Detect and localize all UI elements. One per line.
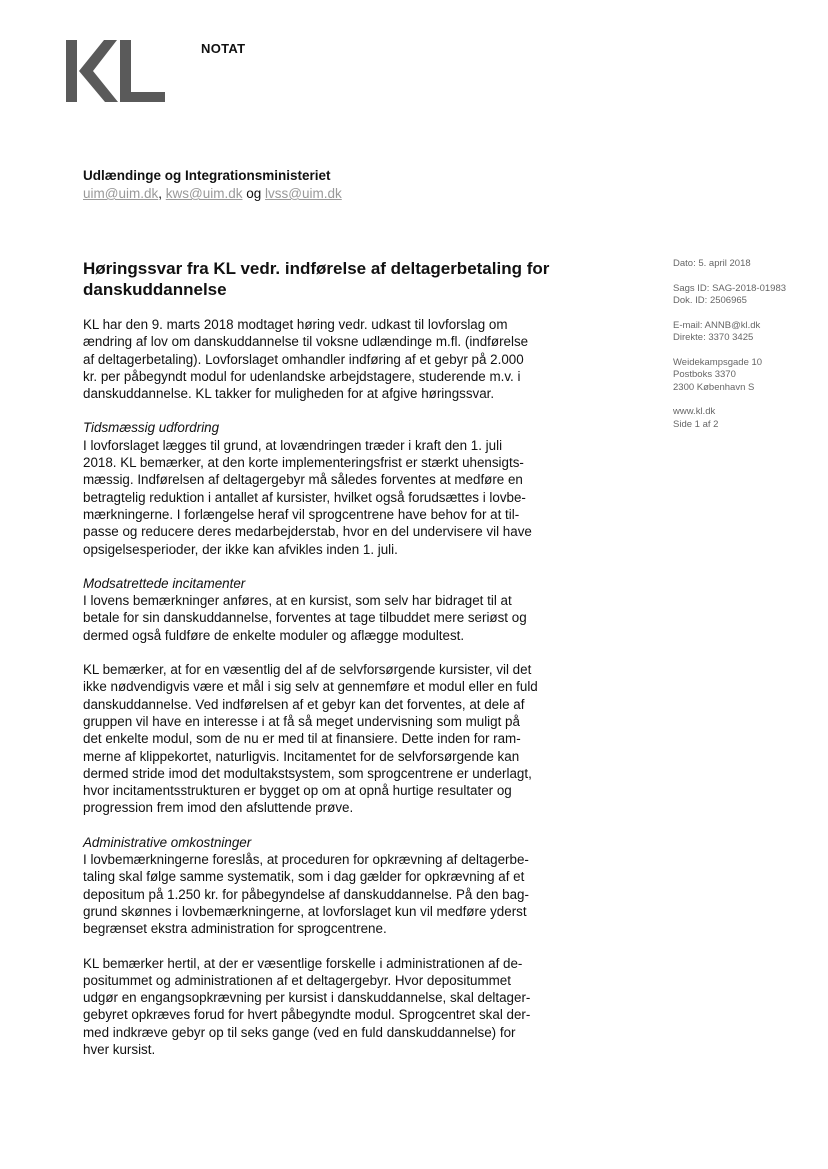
contact-email: E-mail: ANNB@kl.dk	[673, 319, 761, 331]
text-line: KL har den 9. marts 2018 modtaget høring vedr. udkast til lovforslag om	[83, 317, 508, 332]
text-line: det enkelte modul, som de nu er med til at finansiere. Dette inden for ram-	[83, 731, 521, 747]
text-line: hver kursist.	[83, 1041, 156, 1057]
text-line: mæssig. Indførelsen af deltagergebyr må således forventes at medføre en	[83, 472, 523, 488]
address-line: Postboks 3370	[673, 369, 736, 380]
text-line: af deltagerbetaling). Lovforslaget omhandler indføring af et gebyr på 2.000	[83, 351, 524, 367]
text-line: KL bemærker hertil, at der er væsentlige forskelle i administrationen af de-	[83, 955, 523, 971]
text-line: ændring af lov om danskuddannelse til voksne udlændinge m.fl. (indførelse	[83, 334, 529, 350]
email-link-uim[interactable]: uim@uim.dk	[83, 186, 159, 201]
text-line: merne af klippekortet, naturligvis. Incitamentet for de selvforsørgende kan	[83, 748, 520, 764]
address-block	[673, 357, 786, 395]
recipient-name: Udlændinge og Integrationsministeriet	[83, 168, 331, 183]
text-line: gebyret opkræves forud for hvert påbegyndte modul. Sprogcentret skal der-	[83, 1007, 531, 1023]
text-line: betale for sin danskuddannelse, forventes at tage tilbuddet mere seriøst og	[83, 610, 527, 626]
text-line: I lovens bemærkninger anføres, at en kursist, som selv har bidraget til at	[83, 593, 512, 609]
web-block	[673, 406, 786, 431]
title-line: for danskuddannelse	[83, 259, 550, 299]
text-line: I lovforslaget lægges til grund, at lovændringen træder i kraft den 1. juli	[83, 437, 503, 453]
metadata-sidebar	[673, 258, 786, 443]
text-line: KL bemærker, at for en væsentlig del af de selvforsørgende kursister, vil det	[83, 662, 532, 678]
intro-paragraph	[83, 316, 553, 402]
date-block	[673, 258, 786, 271]
letter-title	[83, 258, 573, 300]
document-date: Dato: 5. april 2018	[673, 258, 751, 269]
text-line: hvor incitamentsstrukturen er bygget op om at opnå hurtige resultater og	[83, 783, 512, 799]
email-separator-og: og	[246, 186, 262, 201]
text-line: gruppen vil have en interesse i at få så meget undervisning som muligt på	[83, 713, 520, 729]
text-line: udgør en engangsopkrævning per kursist i danskuddannelse, skal deltager-	[83, 990, 531, 1006]
recipient-block	[83, 168, 342, 201]
document-type: NOTAT	[201, 41, 246, 56]
sags-id: Sags ID: SAG-2018-01983	[673, 282, 787, 294]
title-line: Høringssvar fra KL vedr. indførelse af deltagerbetaling	[83, 259, 522, 278]
text-line: I lovbemærkningerne foreslås, at proceduren for opkrævning af deltagerbe-	[83, 852, 529, 868]
website: www.kl.dk	[673, 406, 716, 417]
text-line: dermed også fuldføre de enkelte moduler og aflægge modultest.	[83, 627, 465, 643]
text-line: betragtelig reduktion i antallet af kursister, hvilket også forudsættes i lovbe-	[83, 489, 526, 505]
section-heading: Tidsmæssig udfordring	[83, 420, 220, 436]
text-line: begrænset ekstra administration for sprogcentrene.	[83, 921, 387, 937]
text-line: danskuddannelse. KL takker for muligheden for at afgive høringssvar.	[83, 386, 495, 402]
paragraph-kl-bemaerker	[83, 661, 553, 817]
section-modsatrettede	[83, 575, 553, 644]
text-line: 2018. KL bemærker, at den korte implementeringsfrist er stærkt uhensigts-	[83, 455, 524, 471]
section-tidsmaessig	[83, 419, 553, 557]
text-line: ikke nødvendigvis være et mål i sig selv at gennemføre et modul eller en fuld	[83, 679, 538, 695]
contact-phone: Direkte: 3370 3425	[673, 332, 754, 343]
recipient-emails	[83, 186, 342, 201]
email-separator: ,	[158, 186, 162, 201]
text-line: taling skal følge samme systematik, som i dag gælder for opkrævning af et	[83, 869, 525, 885]
text-line: depositum på 1.250 kr. for påbegyndelse af danskuddannelse. På den bag-	[83, 886, 529, 902]
text-line: positummet og administrationen af et deltagergebyr. Hvor depositummet	[83, 972, 511, 988]
paragraph-kl-bemaerker-hertil	[83, 955, 553, 1059]
contact-block	[673, 320, 786, 345]
id-block	[673, 283, 786, 308]
text-line: progression frem imod den afsluttende prøve.	[83, 800, 354, 816]
letter-body	[83, 316, 553, 1075]
address-line: 2300 København S	[673, 381, 755, 393]
text-line: passe og reducere deres medarbejderstab, hvor en del undervisere vil have	[83, 524, 532, 540]
page-number: Side 1 af 2	[673, 418, 719, 430]
text-line: kr. per påbegyndt modul for udenlandske arbejdstagere, studerende m.v. i	[83, 368, 521, 384]
text-line: grund skønnes i lovbemærkningerne, at lovforslaget kun vil medføre yderst	[83, 903, 527, 919]
email-link-kws[interactable]: kws@uim.dk	[165, 186, 243, 201]
section-heading: Modsatrettede incitamenter	[83, 575, 246, 591]
address-line: Weidekampsgade 10	[673, 356, 763, 368]
text-line: opsigelsesperioder, der ikke kan afvikles inden 1. juli.	[83, 541, 398, 557]
section-heading: Administrative omkostninger	[83, 834, 252, 850]
section-administrative	[83, 834, 553, 938]
kl-logo	[66, 40, 168, 102]
text-line: dermed stride imod det modultakstsystem, som sprogcentrene er underlagt,	[83, 765, 532, 781]
text-line: med indkræve gebyr op til seks gange (ved en fuld danskuddannelse) for	[83, 1024, 516, 1040]
text-line: mærkningerne. I forlængelse heraf vil sprogcentrene have behov for at til-	[83, 506, 520, 522]
text-line: danskuddannelse. Ved indførelsen af et gebyr kan det forventes, at dele af	[83, 696, 525, 712]
email-link-lvss[interactable]: lvss@uim.dk	[265, 186, 342, 201]
dok-id: Dok. ID: 2506965	[673, 295, 747, 306]
